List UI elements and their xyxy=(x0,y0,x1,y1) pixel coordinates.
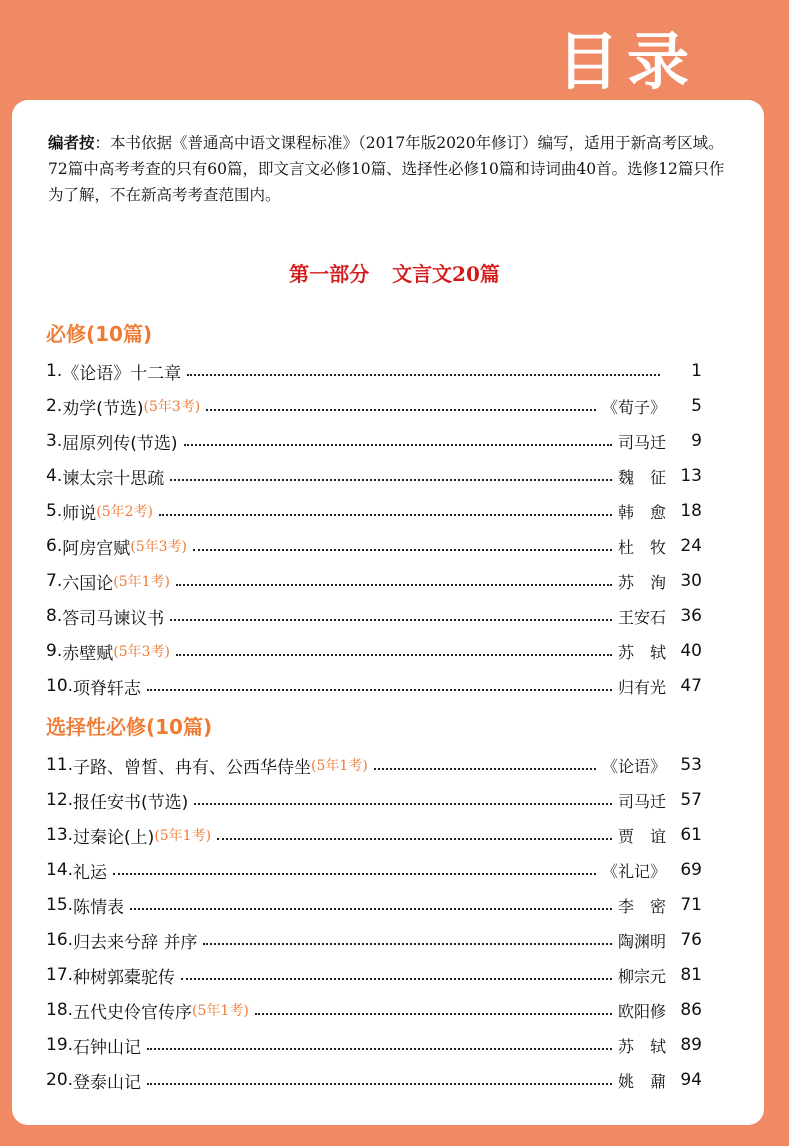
entry-author: 魏 征 xyxy=(617,467,666,487)
entry-number: 5. xyxy=(46,501,63,521)
entry-number: 9. xyxy=(46,641,63,661)
page-title: 目录 xyxy=(556,25,697,98)
entry-title: 归去来兮辞 并序 xyxy=(73,932,198,953)
toc-entry[interactable] xyxy=(46,497,702,525)
leader-dots xyxy=(181,977,612,980)
entry-title: 项脊轩志 xyxy=(73,678,142,699)
toc-entry[interactable] xyxy=(46,392,702,420)
toc-entry[interactable] xyxy=(46,1031,702,1059)
entry-title: 阿房宫赋 xyxy=(62,538,131,559)
entry-number: 2. xyxy=(46,396,63,416)
leader-dots xyxy=(170,478,612,481)
leader-dots xyxy=(113,872,596,875)
entry-page-number: 30 xyxy=(680,571,702,591)
entry-number: 11. xyxy=(46,755,74,775)
entry-number: 3. xyxy=(46,431,63,451)
leader-dots xyxy=(147,1047,612,1050)
entry-page-number: 69 xyxy=(680,860,702,880)
entry-author: 陶渊明 xyxy=(617,931,666,951)
entry-page-number: 61 xyxy=(680,825,702,845)
exam-frequency-tag: (5年1考) xyxy=(192,1003,249,1019)
toc-entry[interactable] xyxy=(46,672,702,700)
leader-dots xyxy=(194,802,612,805)
entry-number: 14. xyxy=(46,860,74,880)
toc-entry[interactable] xyxy=(46,996,702,1024)
toc-entry[interactable] xyxy=(46,1066,702,1094)
entry-title: 礼运 xyxy=(73,862,108,883)
leader-dots xyxy=(203,942,612,945)
entry-title: 答司马谏议书 xyxy=(62,608,165,629)
exam-frequency-tag: (5年1考) xyxy=(113,574,170,590)
entry-number: 19. xyxy=(46,1035,74,1055)
entry-number: 7. xyxy=(46,571,63,591)
leader-dots xyxy=(176,583,612,586)
exam-frequency-tag: (5年3考) xyxy=(130,539,187,555)
section-heading: 选择性必修(10篇) xyxy=(46,715,213,739)
exam-frequency-tag: (5年3考) xyxy=(143,399,201,415)
leader-dots xyxy=(159,513,612,516)
leader-dots xyxy=(147,688,612,691)
entry-author: 韩 愈 xyxy=(617,502,666,522)
entry-author: 苏 轼 xyxy=(617,642,666,662)
editor-note-text: ：本书依据《普通高中语文课程标准》（2017年版2020年修订）编写，适用于新高考区域。72篇中高考考查的只有60篇，即文言文必修10篇、选择性必修10篇和诗词曲40首。选修12篇只作为了解，不在新高考考查范围内。 xyxy=(48,134,725,204)
entry-title: 赤壁赋 xyxy=(62,643,114,664)
entry-page-number: 24 xyxy=(680,536,702,556)
entry-page-number: 76 xyxy=(680,930,702,950)
exam-frequency-tag: (5年1考) xyxy=(311,758,368,774)
toc-entry[interactable] xyxy=(46,786,702,814)
entry-page-number: 1 xyxy=(691,361,702,381)
entry-page-number: 9 xyxy=(691,431,702,451)
entry-page-number: 18 xyxy=(680,501,702,521)
toc-entry[interactable] xyxy=(46,891,702,919)
toc-entry[interactable] xyxy=(46,357,702,385)
entry-author: 苏 洵 xyxy=(617,572,666,592)
toc-entry[interactable] xyxy=(46,821,702,849)
entry-author: 苏 轼 xyxy=(617,1036,666,1056)
toc-entry[interactable] xyxy=(46,751,702,779)
entry-title: 种树郭橐驼传 xyxy=(73,967,176,988)
exam-frequency-tag: (5年3考) xyxy=(113,644,170,660)
leader-dots xyxy=(206,408,596,411)
section-heading: 必修(10篇) xyxy=(46,322,153,346)
toc-entry[interactable] xyxy=(46,462,702,490)
entry-title: 师说 xyxy=(62,503,97,524)
entry-page-number: 47 xyxy=(680,676,702,696)
entry-number: 1. xyxy=(46,361,63,381)
entry-author: 《荀子》 xyxy=(601,397,666,417)
entry-number: 17. xyxy=(46,965,74,985)
entry-title: 谏太宗十思疏 xyxy=(62,468,165,489)
exam-frequency-tag: (5年1考) xyxy=(154,828,212,844)
editor-note-label: 编者按 xyxy=(48,134,95,152)
entry-title: 石钟山记 xyxy=(73,1037,142,1058)
entry-title: 登泰山记 xyxy=(73,1072,142,1093)
toc-entry[interactable] xyxy=(46,567,702,595)
entry-author: 欧阳修 xyxy=(617,1001,666,1021)
entry-author: 柳宗元 xyxy=(617,966,666,986)
part-subtitle: 文言文20篇 xyxy=(392,262,500,286)
entry-number: 16. xyxy=(46,930,74,950)
entry-title: 陈情表 xyxy=(73,897,125,918)
entry-page-number: 5 xyxy=(691,396,702,416)
entry-author: 司马迁 xyxy=(617,432,666,452)
entry-number: 10. xyxy=(46,676,74,696)
entry-number: 4. xyxy=(46,466,63,486)
entry-author: 贾 谊 xyxy=(617,826,666,846)
entry-number: 20. xyxy=(46,1070,74,1090)
leader-dots xyxy=(187,373,660,376)
toc-entry[interactable] xyxy=(46,856,702,884)
entry-title: 子路、曾皙、冉有、公西华侍坐 xyxy=(73,757,312,778)
toc-entry[interactable] xyxy=(46,926,702,954)
exam-frequency-tag: (5年2考) xyxy=(96,504,153,520)
toc-entry[interactable] xyxy=(46,637,702,665)
entry-number: 8. xyxy=(46,606,63,626)
entry-page-number: 40 xyxy=(680,641,702,661)
entry-page-number: 57 xyxy=(680,790,702,810)
entry-title: 屈原列传(节选) xyxy=(62,433,178,454)
entry-page-number: 53 xyxy=(680,755,702,775)
entry-title: 报任安书(节选) xyxy=(73,792,189,813)
entry-author: 姚 鼐 xyxy=(617,1071,666,1091)
entry-page-number: 81 xyxy=(680,965,702,985)
leader-dots xyxy=(184,443,612,446)
entry-author: 杜 牧 xyxy=(617,537,666,557)
entry-page-number: 71 xyxy=(680,895,702,915)
part-heading xyxy=(0,258,789,287)
entry-author: 王安石 xyxy=(617,607,666,627)
entry-page-number: 86 xyxy=(680,1000,702,1020)
entry-title: 六国论 xyxy=(62,573,114,594)
entry-title: 《论语》十二章 xyxy=(62,363,182,384)
leader-dots xyxy=(176,653,612,656)
entry-number: 13. xyxy=(46,825,74,845)
editor-note xyxy=(48,130,738,208)
entry-number: 15. xyxy=(46,895,74,915)
leader-dots xyxy=(217,837,612,840)
entry-page-number: 36 xyxy=(680,606,702,626)
entry-author: 《礼记》 xyxy=(601,861,666,881)
leader-dots xyxy=(255,1012,612,1015)
entry-author: 《论语》 xyxy=(601,756,666,776)
entry-page-number: 13 xyxy=(680,466,702,486)
entry-number: 18. xyxy=(46,1000,74,1020)
entry-page-number: 89 xyxy=(680,1035,702,1055)
toc-entry[interactable] xyxy=(46,961,702,989)
entry-title: 五代史伶官传序 xyxy=(73,1002,193,1023)
entry-number: 6. xyxy=(46,536,63,556)
entry-author: 李 密 xyxy=(617,896,666,916)
entry-number: 12. xyxy=(46,790,74,810)
leader-dots xyxy=(170,618,612,621)
part-name: 第一部分 xyxy=(289,262,370,286)
leader-dots xyxy=(374,767,596,770)
toc-entry[interactable] xyxy=(46,532,702,560)
entry-page-number: 94 xyxy=(680,1070,702,1090)
toc-entry[interactable] xyxy=(46,602,702,630)
entry-title: 过秦论(上) xyxy=(73,827,155,848)
leader-dots xyxy=(193,548,612,551)
leader-dots xyxy=(147,1082,612,1085)
toc-entry[interactable] xyxy=(46,427,702,455)
entry-title: 劝学(节选) xyxy=(62,398,144,419)
entry-author: 归有光 xyxy=(617,677,666,697)
leader-dots xyxy=(130,907,612,910)
entry-author: 司马迁 xyxy=(617,791,666,811)
